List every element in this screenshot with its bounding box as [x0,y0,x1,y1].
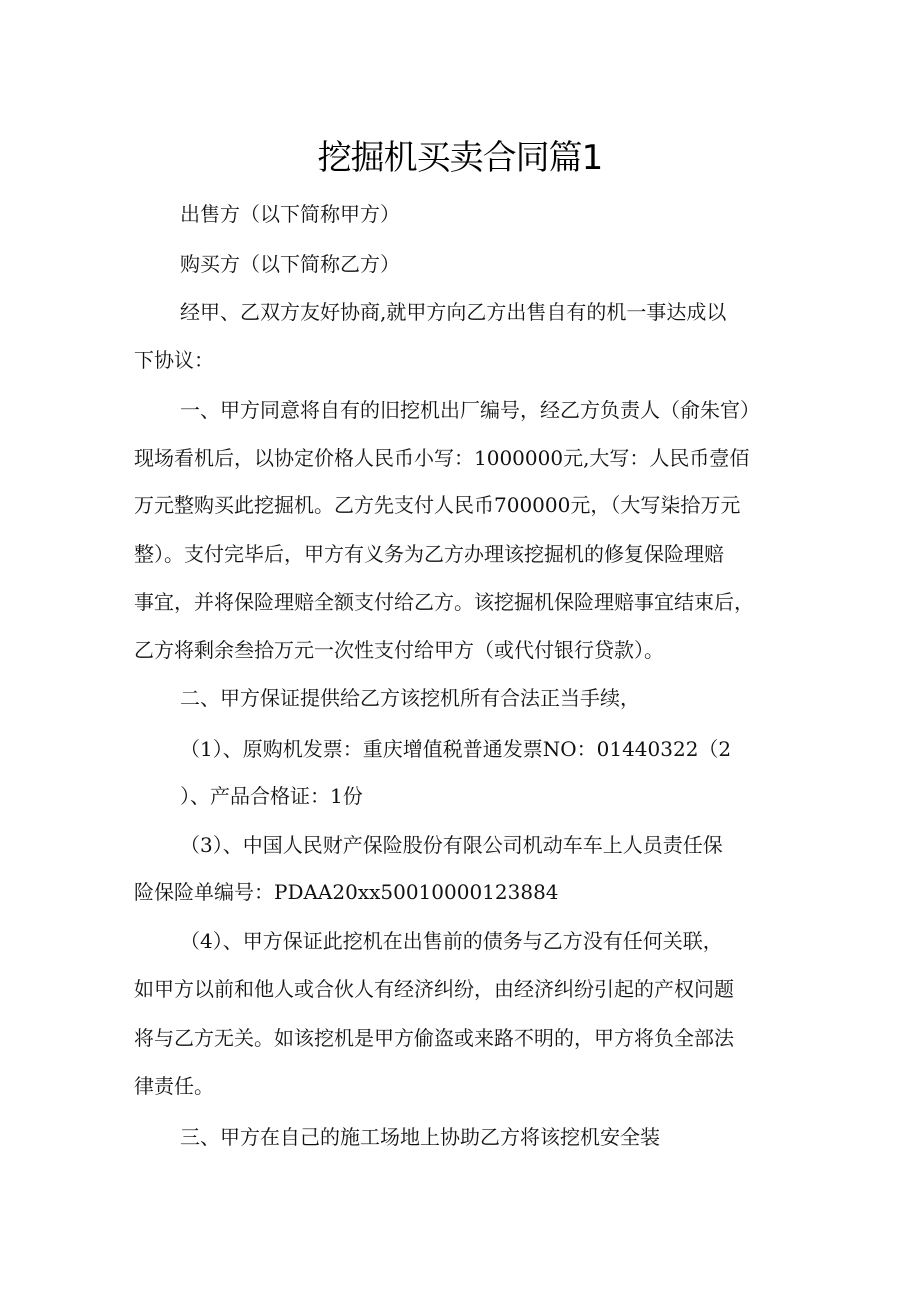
clause-1-line: 乙方将剩余叁拾万元一次性支付给甲方（或代付银行贷款）。 [134,638,664,662]
clause-1-line: 一、甲方同意将自有的旧挖机出厂编号，经乙方负责人（俞朱官） [180,398,760,422]
item-4-line: 如甲方以前和他人或合伙人有经济纠纷，由经济纠纷引起的产权问题 [134,977,734,1001]
clause-3-line: 三、甲方在自己的施工场地上协助乙方将该挖机安全装 [180,1125,660,1149]
buyer-line: 购买方（以下简称乙方） [180,252,400,276]
paragraph-line: 经甲、乙双方友好协商,就甲方向乙方出售自有的机一事达成以 [180,300,727,324]
document-title: 挖掘机买卖合同篇1 [317,138,603,178]
item-3-line: 险保险单编号：PDAA20xx50010000123884 [134,880,559,904]
item-3-line: （3）、中国人民财产保险股份有限公司机动车车上人员责任保 [180,833,723,857]
clause-1-line: 万元整购买此挖掘机。乙方先支付人民币700000元，（大写柒拾万元 [134,493,741,517]
seller-line: 出售方（以下简称甲方） [180,202,400,226]
clause-1-line: 事宜，并将保险理赔全额支付给乙方。该挖掘机保险理赔事宜结束后， [134,590,754,614]
clause-1-line: 整）。支付完毕后，甲方有义务为乙方办理该挖掘机的修复保险理赔 [134,542,724,566]
paragraph-line: 下协议： [134,348,214,372]
clause-2-line: 二、甲方保证提供给乙方该挖机所有合法正当手续， [180,686,640,710]
item-1-line: （1）、原购机发票：重庆增值税普通发票NO：01440322（2 [180,737,732,761]
item-4-line: 律责任。 [134,1074,214,1098]
clause-1-line: 现场看机后，以协定价格人民币小写：1000000元,大写：人民币壹佰 [134,446,750,470]
item-4-line: 将与乙方无关。如该挖机是甲方偷盗或来路不明的，甲方将负全部法 [134,1026,734,1050]
item-4-line: （4）、甲方保证此挖机在出售前的债务与乙方没有任何关联， [180,929,723,953]
item-2-line: ）、产品合格证：1份 [180,784,363,808]
